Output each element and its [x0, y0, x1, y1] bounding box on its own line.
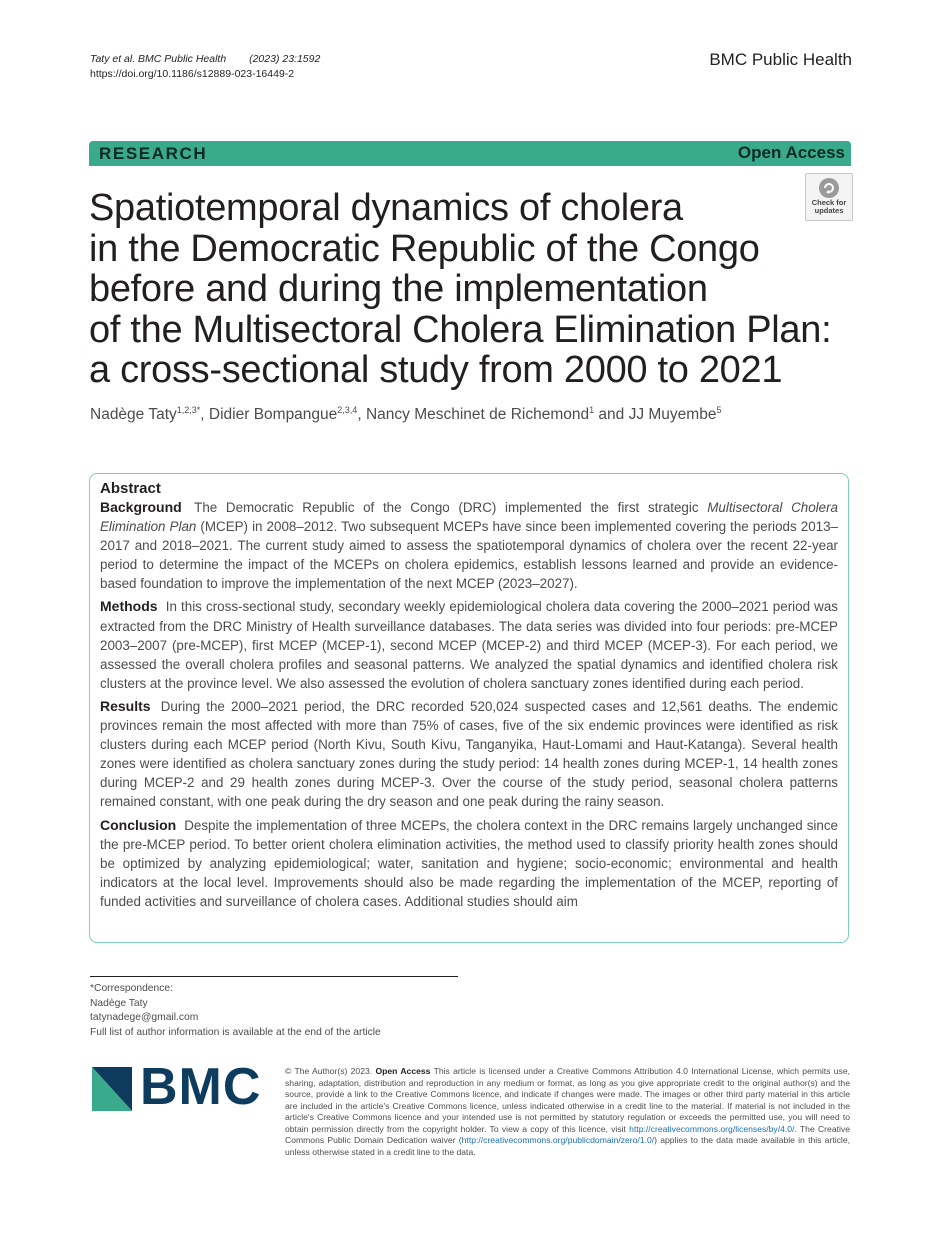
- cc-by-link[interactable]: http://creativecommons.org/licenses/by/4.0/: [629, 1123, 795, 1134]
- abstract-box: [89, 473, 849, 943]
- correspondence-label: *Correspondence:: [90, 983, 173, 994]
- results-text: During the 2000–2021 period, the DRC recorded 520,024 suspected cases and 12,561 deaths. The endemic provinces remain the most affected with more than 75% of cases, five of the six endemic provinces were identified as risk clusters during each MCEP period (North Kivu, South Kivu, Tanganyika, Haut-Lomami and Haut-Katanga). Several health zones were identified as cholera sanctuary zones during the study period: 14 health zones during MCEP-1, 14 health zones during MCEP-2 and 29 health zones during MCEP-3. Over the course of the study period, seasonal cholera patterns remained constant, with one peak during the dry season and one peak during the rainy season.: [100, 698, 838, 810]
- title-line: a cross-sectional study from 2000 to 2021: [89, 349, 783, 391]
- correspondence-block: [90, 982, 381, 1040]
- footnote-divider: [90, 976, 458, 977]
- author-name[interactable]: Nadège Taty: [90, 406, 177, 423]
- conclusion-text: Despite the implementation of three MCEPs, the cholera context in the DRC remains largely unchanged since the pre-MCEP period. To better orient cholera elimination activities, the method used to classify priority health zones should be optimized by analyzing epidemiological; water, sanitation and hygiene; socio-economic; environmental and health indicators at the local level. Improvements should also be made regarding the implementation of the MCEP, reporting of funded activities and surveillance of cholera cases. Additional studies should aim: [100, 817, 838, 909]
- bmc-logo[interactable]: [92, 1058, 262, 1116]
- author-affiliation: 5: [716, 405, 722, 415]
- author-affiliation: 1: [589, 405, 595, 415]
- journal-name: BMC Public Health: [709, 50, 852, 69]
- author-name[interactable]: JJ Muyembe: [628, 406, 717, 423]
- check-for-updates-button[interactable]: [805, 173, 853, 221]
- volume-info: (2023) 23:1592: [249, 53, 321, 65]
- correspondence-email[interactable]: tatynadege@gmail.com: [90, 1012, 199, 1023]
- author-affiliation: 2,3,4: [337, 405, 358, 415]
- check-for-updates-line2: updates: [814, 206, 844, 215]
- author-name[interactable]: Nancy Meschinet de Richemond: [365, 406, 590, 423]
- cc-zero-link[interactable]: http://creativecommons.org/publicdomain/zero/1.0/: [461, 1135, 655, 1145]
- background-text: The Democratic Republic of the Congo (DRC) implemented the first strategic: [194, 500, 708, 515]
- license-text-2: . The Creative Commons Public Domain Dedication waiver (: [285, 1123, 850, 1145]
- title-line: of the Multisectoral Cholera Elimination Plan:: [89, 308, 832, 351]
- author-info-note: Full list of author information is available at the end of the article: [90, 1026, 381, 1038]
- running-header: [90, 52, 320, 82]
- background-label: Background: [100, 499, 182, 515]
- bmc-logo-icon: [92, 1067, 132, 1111]
- abstract-results: [100, 697, 838, 812]
- open-access-label: Open Access: [737, 143, 845, 162]
- license-copyright: © The Author(s) 2023.: [285, 1066, 376, 1076]
- license-text: This article is licensed under a Creative Commons Attribution 4.0 International License, which permits use, sharing, adaptation, distribution and reproduction in any medium or format, as long as you give appropriate credit to the original author(s) and the source, provide a link to the Creative Commons licence, and indicate if changes were made. The images or other third party material in this article are included in the article's Creative Commons licence, unless indicated otherwise in a credit line to the material. If material is not included in the article's Creative Commons licence and your intended use is not permitted by statutory regulation or exceeds the permitted use, you will need to obtain permission directly from the copyright holder. To view a copy of this licence, visit: [285, 1066, 850, 1134]
- title-line: in the Democratic Republic of the Congo: [89, 227, 760, 270]
- author-list: [90, 405, 721, 424]
- research-label: RESEARCH: [99, 144, 208, 163]
- article-type-banner: [89, 141, 851, 166]
- methods-label: Methods: [100, 598, 158, 615]
- correspondence-name: Nadège Taty: [90, 997, 148, 1009]
- abstract-conclusion: [100, 816, 838, 911]
- abstract-background: [100, 498, 838, 593]
- methods-text: In this cross-sectional study, secondary weekly epidemiological cholera data covering the 2000–2021 period was extracted from the DRC Ministry of Health surveillance databases. The data series was divided into four periods: pre-MCEP 2003–2007 (pre-MCEP), first MCEP (MCEP-1), second MCEP (MCEP-2) and third MCEP (MCEP-3). For each period, we assessed the overall cholera profiles and seasonal patterns. We analyzed the spatial dynamics and identified cholera risk clusters at the province level. We also assessed the evolution of cholera sanctuary zones identified during each period.: [100, 599, 838, 691]
- abstract-heading: Abstract: [100, 480, 161, 497]
- check-for-updates-line1: Check for: [811, 198, 847, 207]
- license-notice: [285, 1066, 850, 1158]
- title-line: before and during the implementation: [89, 268, 708, 310]
- author-separator: ,: [200, 406, 209, 423]
- author-separator: and: [594, 406, 629, 423]
- conclusion-label: Conclusion: [100, 816, 177, 833]
- author-separator: ,: [357, 406, 366, 423]
- author-affiliation: 1,2,3*: [176, 405, 201, 415]
- journal-citation: Taty et al. BMC Public Health: [90, 53, 227, 65]
- author-name[interactable]: Didier Bompangue: [208, 406, 338, 423]
- license-text-3: ) applies to the data made available in this article, unless otherwise stated in a credit line to the data.: [285, 1135, 850, 1157]
- doi-link[interactable]: https://doi.org/10.1186/s12889-023-16449-2: [90, 68, 295, 80]
- background-emphasis: Multisectoral Cholera Elimination Plan: [100, 500, 838, 535]
- results-label: Results: [100, 697, 151, 714]
- bmc-logo-text: BMC: [140, 1058, 262, 1116]
- check-for-updates-icon: [818, 177, 840, 199]
- background-text-cont: (MCEP) in 2008–2012. Two subsequent MCEPs have since been implemented covering the periods 2013–2017 and 2018–2021. The current study aimed to assess the spatiotemporal dynamics of cholera over the recent 22-year period to determine the impact of the MCEPs on cholera epidemics, establish lessons learned and provide an evidence-based foundation to improve the implementation of the next MCEP (2023–2027).: [100, 519, 838, 592]
- title-line: Spatiotemporal dynamics of cholera: [89, 187, 683, 229]
- abstract-methods: [100, 597, 838, 692]
- license-open-access: Open Access: [375, 1066, 431, 1076]
